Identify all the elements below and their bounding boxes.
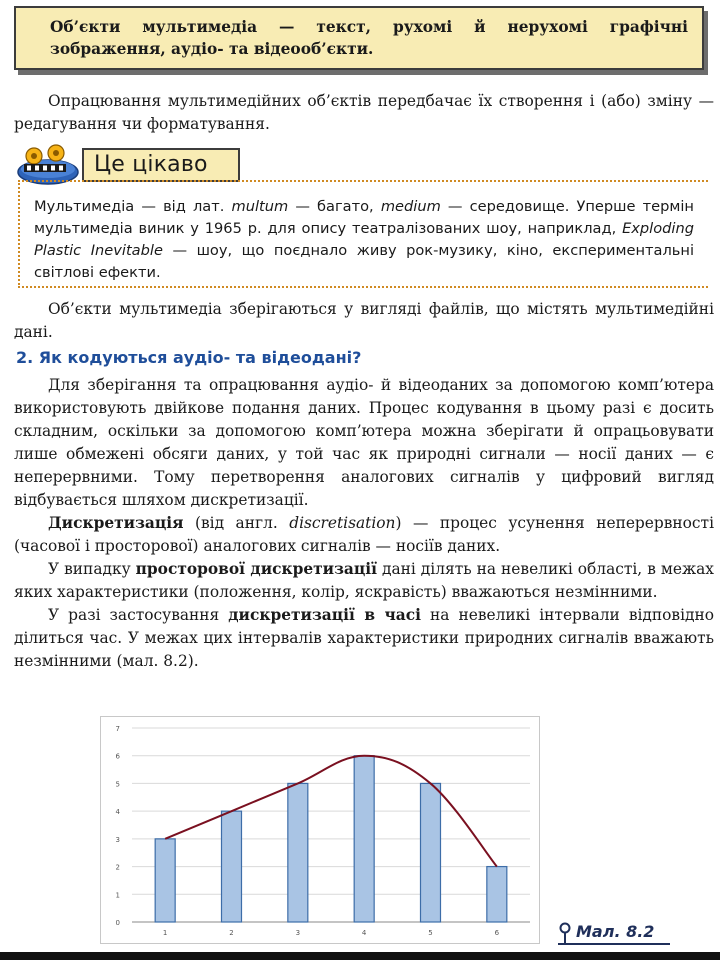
paragraph-encoding: Для зберігання та опрацювання аудіо- й відеоданих за допомогою комп’ютера використовують двійкове подання даних. Процес кодування в цьому разі є досить складним, оскільки за допомогою комп’ютера можна зберігати й опрацьовувати лише обмежені обсяги даних, у той час як природні сигнали — носії даних — є неперервними. Тому перетворення аналогових сигналів у цифровий вигляд відбувається шляхом дискретизації. bbox=[14, 376, 714, 509]
bar bbox=[288, 783, 308, 922]
interesting-text-part: — шоу, що поєднало живу рок-музику, кіно, експериментальні світлові ефекти. bbox=[34, 242, 694, 281]
section-heading: 2. Як кодуються аудіо- та відеодані? bbox=[16, 348, 362, 367]
x-tick-label: 4 bbox=[361, 929, 367, 937]
text-part: на невеликі інтервали відповідно ділиться час. У межах цих інтервалів характеристики природних сигналів вважають незмінними (мал. 8.2). bbox=[14, 606, 714, 670]
paragraph-spatial bbox=[14, 558, 714, 604]
y-tick-label: 3 bbox=[115, 835, 120, 844]
x-tick-label: 6 bbox=[494, 929, 500, 937]
interesting-text bbox=[34, 196, 694, 284]
text-part: У разі застосування bbox=[48, 606, 229, 624]
bottom-edge bbox=[0, 952, 720, 960]
intro-block bbox=[14, 90, 714, 136]
interesting-title: Це цікаво bbox=[82, 148, 240, 182]
bar bbox=[222, 811, 242, 922]
definition-text: Об’єкти мультимедіа — текст, рухомі й нерухомі графічні зображення, аудіо- та відеооб’єкти. bbox=[50, 18, 688, 58]
x-tick-label: 1 bbox=[162, 929, 168, 937]
storage-paragraph: Об’єкти мультимедіа зберігаються у вигляді файлів, що містять мультимедійні дані. bbox=[14, 300, 714, 341]
y-tick-label: 2 bbox=[115, 863, 120, 872]
x-tick-label: 5 bbox=[428, 929, 433, 937]
discretisation-chart bbox=[100, 716, 540, 944]
y-tick-label: 5 bbox=[115, 780, 120, 789]
text-part: ) — процес усунення неперервності (часової і просторової) аналогових сигналів — носіїв даних. bbox=[14, 514, 714, 555]
body-text bbox=[14, 374, 714, 673]
interesting-text-italic: multum bbox=[231, 198, 289, 215]
caption-text: Мал. 8.2 bbox=[576, 922, 655, 941]
term-english: discretisation bbox=[289, 514, 396, 532]
interesting-text-part: Мультимедіа — від лат. bbox=[34, 198, 232, 215]
x-tick-label: 2 bbox=[229, 929, 234, 937]
interesting-text-part: — середовище. Уперше термін мультимедіа виник у 1965 р. для опису театралізованих шоу, наприклад, bbox=[34, 198, 694, 237]
term-spatial: просторової дискретизації bbox=[135, 560, 377, 578]
pin-icon bbox=[558, 922, 572, 944]
caption-underline bbox=[558, 943, 670, 945]
interesting-text-italic: medium bbox=[380, 198, 441, 215]
y-tick-label: 6 bbox=[115, 752, 120, 761]
y-tick-label: 4 bbox=[115, 808, 120, 817]
chart-svg bbox=[100, 716, 540, 944]
interesting-text-italic: Exploding Plastic Inevitable bbox=[34, 220, 694, 259]
y-tick-label: 1 bbox=[115, 891, 120, 900]
term-time: дискретизації в часі bbox=[228, 606, 421, 624]
interesting-text-part: — багато, bbox=[288, 198, 381, 215]
paragraph-discretisation bbox=[14, 512, 714, 558]
y-tick-label: 0 bbox=[115, 919, 120, 927]
bar bbox=[487, 867, 507, 922]
bar bbox=[354, 756, 374, 922]
text-part: дані ділять на невеликі області, в межах яких характеристики (положення, колір, яскравість) вважаються незмінними. bbox=[14, 560, 714, 601]
bar bbox=[421, 783, 441, 922]
y-tick-label: 7 bbox=[115, 725, 120, 733]
text-part: У випадку bbox=[48, 560, 136, 578]
bar bbox=[155, 839, 175, 922]
figure-caption bbox=[558, 920, 688, 946]
storage-block bbox=[14, 298, 714, 344]
intro-paragraph: Опрацювання мультимедійних об’єктів передбачає їх створення і (або) зміну — редагування чи форматування. bbox=[14, 92, 714, 133]
term-discretisation: Дискретизація bbox=[48, 514, 184, 532]
text-part: (від англ. bbox=[183, 514, 290, 532]
definition-box bbox=[14, 6, 704, 70]
x-tick-label: 3 bbox=[295, 929, 301, 937]
paragraph-time bbox=[14, 604, 714, 673]
